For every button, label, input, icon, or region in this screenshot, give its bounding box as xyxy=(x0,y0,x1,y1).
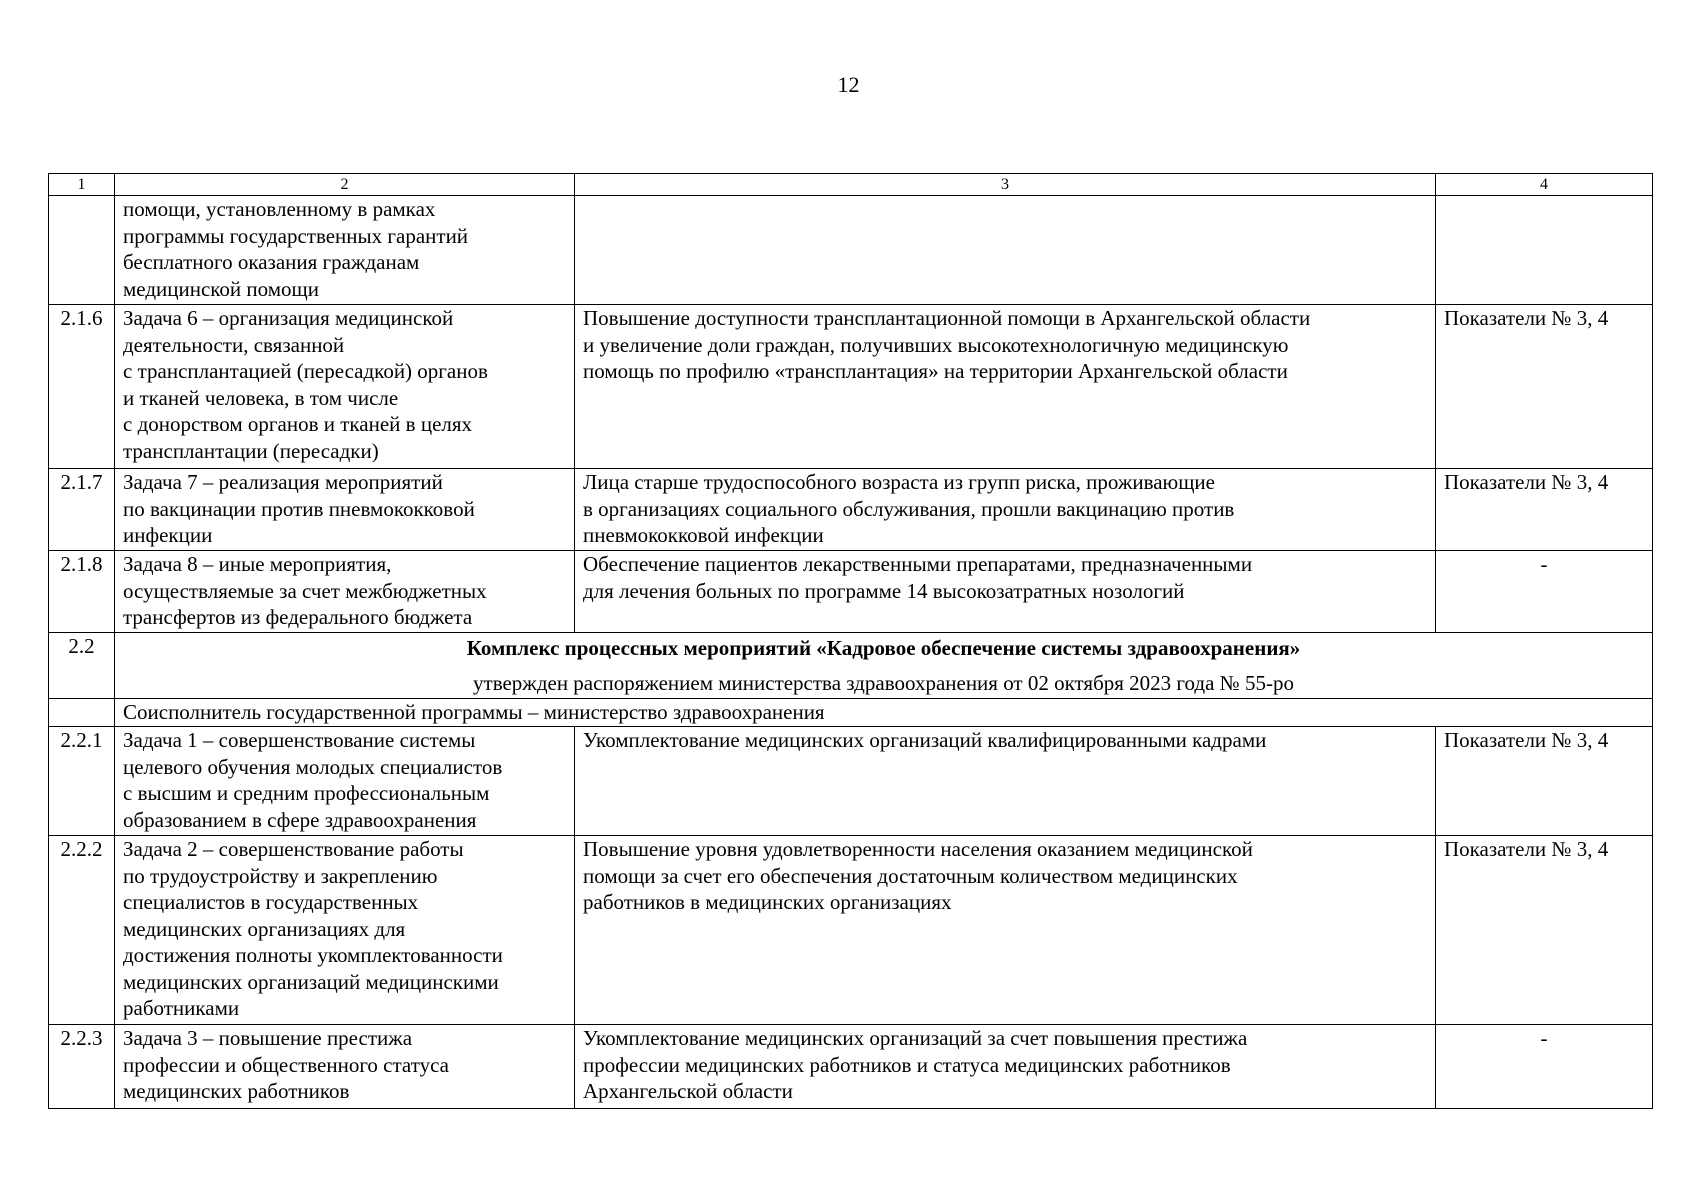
task-line: Задача 2 – совершенствование работы xyxy=(123,837,464,861)
coexecutor-cell xyxy=(115,699,1653,727)
table-row xyxy=(49,727,1653,836)
result-line: Повышение доступности трансплантационной помощи в Архангельской области xyxy=(583,306,1311,330)
task-line: с донорством органов и тканей в целях xyxy=(123,412,473,436)
task-cell xyxy=(115,196,575,305)
task-line: Задача 3 – повышение престижа xyxy=(123,1026,413,1050)
result-line: работников в медицинских организациях xyxy=(583,890,952,914)
task-line: осуществляемые за счет межбюджетных xyxy=(123,578,487,603)
indicators-cell xyxy=(1436,196,1653,305)
task-cell xyxy=(115,1025,575,1109)
task-line: и тканей человека, в том числе xyxy=(123,385,399,410)
result-cell xyxy=(575,727,1436,836)
result-line: в организациях социального обслуживания, прошли вакцинацию против xyxy=(583,496,1235,521)
result-line: Укомплектование медицинских организаций за счет повышения престижа xyxy=(583,1026,1248,1050)
task-line: работниками xyxy=(123,996,240,1020)
result-cell xyxy=(575,551,1436,633)
indicators-cell: Показатели № 3, 4 xyxy=(1436,305,1653,469)
task-line: медицинских организаций медицинскими xyxy=(123,969,499,994)
result-line: Архангельской области xyxy=(583,1079,793,1103)
task-line: помощи, установленному в рамках xyxy=(123,197,436,221)
task-line: Задача 6 – организация медицинской xyxy=(123,306,454,330)
row-number: 2.2.3 xyxy=(49,1025,115,1109)
task-line: профессии и общественного статуса xyxy=(123,1052,450,1077)
task-line: Задача 7 – реализация мероприятий xyxy=(123,470,443,494)
indicators-cell: Показатели № 3, 4 xyxy=(1436,836,1653,1025)
row-number xyxy=(49,699,115,727)
result-cell xyxy=(575,196,1436,305)
task-line: образованием в сфере здравоохранения xyxy=(123,807,477,832)
column-number-header: 1 xyxy=(49,174,115,196)
task-cell xyxy=(115,836,575,1025)
result-line: и увеличение доли граждан, получивших высокотехнологичную медицинскую xyxy=(583,332,1289,357)
task-line: целевого обучения молодых специалистов xyxy=(123,754,503,779)
indicators-cell: - xyxy=(1436,551,1653,633)
task-cell xyxy=(115,551,575,633)
result-line: Повышение уровня удовлетворенности населения оказанием медицинской xyxy=(583,837,1253,861)
table-row xyxy=(49,1025,1653,1109)
coexecutor-row xyxy=(49,699,1653,727)
column-task-header: 2 xyxy=(115,174,575,196)
task-line: достижения полноты укомплектованности xyxy=(123,943,503,967)
column-result-header: 3 xyxy=(575,174,1436,196)
table-row xyxy=(49,305,1653,469)
task-cell xyxy=(115,305,575,469)
result-cell xyxy=(575,469,1436,551)
row-number: 2.2.2 xyxy=(49,836,115,1025)
task-line: программы государственных гарантий xyxy=(123,223,469,248)
indicators-cell: - xyxy=(1436,1025,1653,1109)
result-cell xyxy=(575,836,1436,1025)
task-cell xyxy=(115,727,575,836)
section-row xyxy=(49,633,1653,699)
result-cell xyxy=(575,305,1436,469)
measures-table xyxy=(48,173,1653,1109)
task-line: с высшим и средним профессиональным xyxy=(123,781,490,805)
task-cell xyxy=(115,469,575,551)
page-number: 12 xyxy=(837,72,860,97)
row-number: 2.1.6 xyxy=(49,305,115,469)
task-line: по вакцинации против пневмококковой xyxy=(123,496,475,521)
row-number xyxy=(49,196,115,305)
result-line: Лица старше трудоспособного возраста из групп риска, проживающие xyxy=(583,470,1215,494)
task-line: специалистов в государственных xyxy=(123,890,419,914)
result-line: пневмококковой инфекции xyxy=(583,523,824,547)
task-line: медицинских организациях для xyxy=(123,916,406,941)
table-row xyxy=(49,469,1653,551)
coexecutor-text: Соисполнитель государственной программы – министерство здравоохранения xyxy=(123,700,825,724)
result-line: профессии медицинских работников и статуса медицинских работников xyxy=(583,1052,1231,1077)
indicators-cell: Показатели № 3, 4 xyxy=(1436,469,1653,551)
row-number: 2.1.8 xyxy=(49,551,115,633)
result-line: помощи за счет его обеспечения достаточным количеством медицинских xyxy=(583,863,1238,888)
table-row xyxy=(49,836,1653,1025)
result-line: для лечения больных по программе 14 высокозатратных нозологий xyxy=(583,578,1185,603)
column-indicators-header: 4 xyxy=(1436,174,1653,196)
task-line: деятельности, связанной xyxy=(123,332,345,357)
task-line: медицинских работников xyxy=(123,1079,350,1103)
task-line: с трансплантацией (пересадкой) органов xyxy=(123,359,488,383)
result-line: Обеспечение пациентов лекарственными препаратами, предназначенными xyxy=(583,552,1253,576)
table-header-row xyxy=(49,174,1653,196)
task-line: Задача 1 – совершенствование системы xyxy=(123,728,476,752)
table-row xyxy=(49,551,1653,633)
result-line: помощь по профилю «трансплантация» на территории Архангельской области xyxy=(583,359,1288,383)
task-line: по трудоустройству и закреплению xyxy=(123,863,438,888)
section-title-cell xyxy=(115,633,1653,699)
result-cell xyxy=(575,1025,1436,1109)
result-line: Укомплектование медицинских организаций квалифицированными кадрами xyxy=(583,728,1267,752)
task-line: трансплантации (пересадки) xyxy=(123,438,379,463)
table-row xyxy=(49,196,1653,305)
section-title: Комплекс процессных мероприятий «Кадровое обеспечение системы здравоохранения» xyxy=(466,636,1301,660)
task-line: бесплатного оказания гражданам xyxy=(123,250,420,274)
row-number: 2.1.7 xyxy=(49,469,115,551)
task-line: инфекции xyxy=(123,523,213,547)
section-number: 2.2 xyxy=(49,633,115,699)
row-number: 2.2.1 xyxy=(49,727,115,836)
section-approval: утвержден распоряжением министерства здравоохранения от 02 октября 2023 года № 55-ро xyxy=(473,670,1294,695)
task-line: трансфертов из федерального бюджета xyxy=(123,605,473,629)
task-line: Задача 8 – иные мероприятия, xyxy=(123,552,392,576)
task-line: медицинской помощи xyxy=(123,276,319,301)
indicators-cell: Показатели № 3, 4 xyxy=(1436,727,1653,836)
